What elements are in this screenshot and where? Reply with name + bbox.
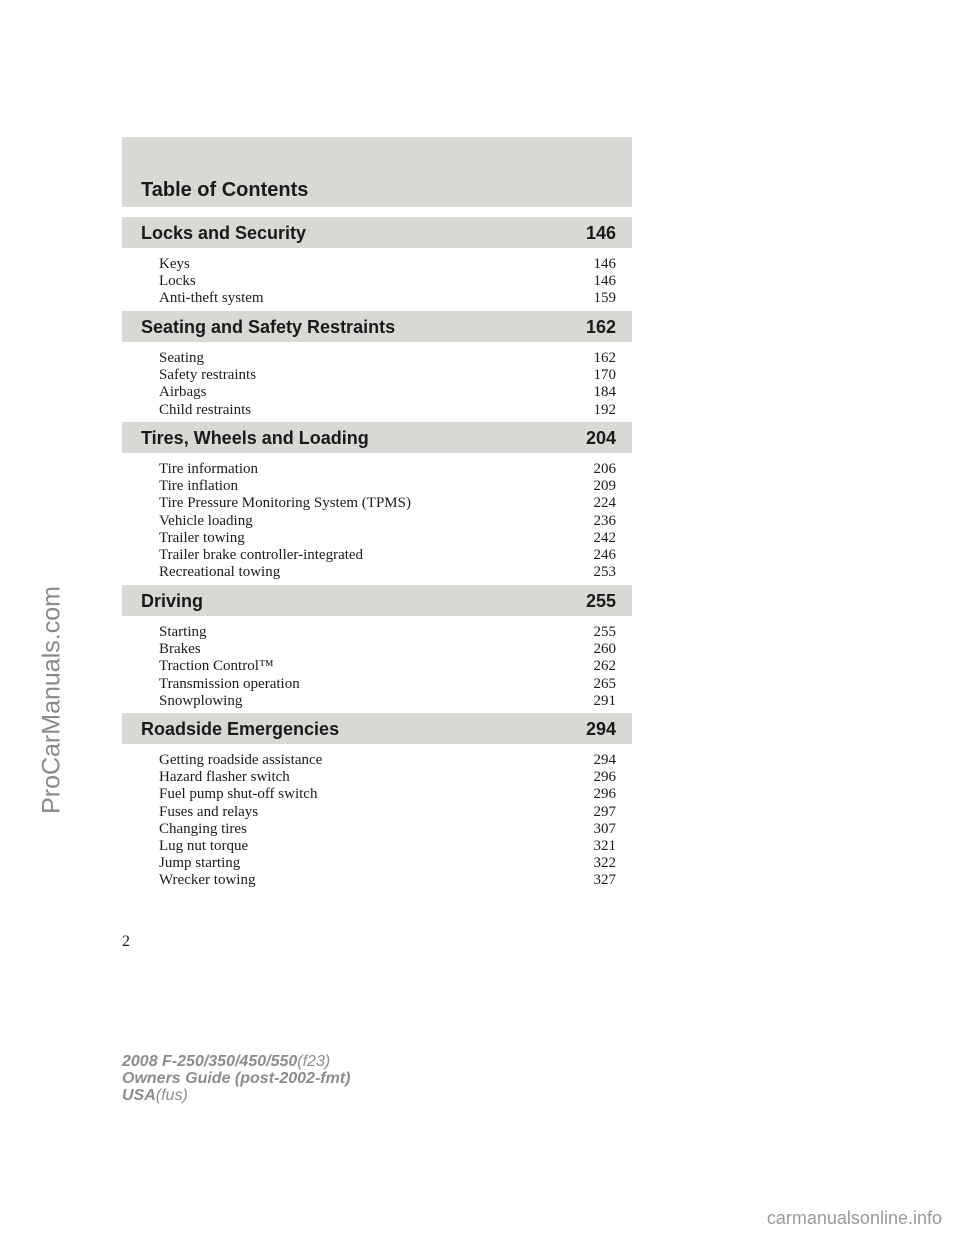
section-page-number: 294 xyxy=(585,719,616,739)
toc-entry xyxy=(159,804,616,821)
section-header xyxy=(122,422,632,453)
toc-entry-title: Locks xyxy=(159,273,196,290)
toc-entry-page: 246 xyxy=(593,547,616,563)
footer-line-3 xyxy=(122,1087,350,1104)
section-page-number: 204 xyxy=(585,428,616,448)
toc-entry xyxy=(159,752,616,769)
toc-entry-page: 296 xyxy=(593,769,616,786)
toc-entry-title: Seating xyxy=(159,350,204,366)
toc-entry-title: Starting xyxy=(159,624,207,640)
toc-entry xyxy=(159,350,616,367)
toc-entry-title: Lug nut torque xyxy=(159,838,249,854)
toc-entry-page: 224 xyxy=(593,495,616,512)
footer-model-code: (f23) xyxy=(297,1053,331,1070)
toc-entry-title: Vehicle loading xyxy=(159,512,253,529)
page-number: 2 xyxy=(122,933,130,950)
toc-entry-page: 209 xyxy=(593,478,616,495)
footer-market-code: (fus) xyxy=(155,1087,188,1104)
toc-entry xyxy=(159,624,616,641)
toc-entry-page: 307 xyxy=(593,820,616,837)
toc-entry-page: 297 xyxy=(593,803,616,820)
toc-entry-page: 321 xyxy=(593,838,616,854)
toc-entry-page: 294 xyxy=(593,752,616,768)
section-header xyxy=(122,713,632,744)
section-page-number: 146 xyxy=(585,223,616,243)
toc-entry-title: Recreational towing xyxy=(159,564,281,581)
toc-entry-page: 291 xyxy=(593,692,616,709)
toc-entry-page: 206 xyxy=(593,461,616,477)
toc-entry-title: Safety restraints xyxy=(159,367,257,384)
toc-entry-page: 192 xyxy=(593,401,616,418)
toc-entry xyxy=(159,547,616,564)
toc-entry xyxy=(159,402,616,419)
toc-entry-title: Trailer towing xyxy=(159,529,245,546)
toc-entry-title: Anti-theft system xyxy=(159,290,264,307)
toc-entry-page: 242 xyxy=(593,529,616,546)
toc-entry xyxy=(159,461,616,478)
section-title: Seating and Safety Restraints xyxy=(141,317,396,337)
footer-guide: Owners Guide (post-2002-fmt) xyxy=(122,1070,351,1087)
section-page-number: 255 xyxy=(585,591,616,611)
toc-entry-page: 260 xyxy=(593,641,616,658)
toc-entry xyxy=(159,786,616,803)
section-header xyxy=(122,217,632,248)
toc-entry-title: Trailer brake controller-integrated xyxy=(159,547,364,563)
toc-entry xyxy=(159,693,616,710)
toc-entry-title: Tire information xyxy=(159,461,259,477)
toc-entry xyxy=(159,367,616,384)
toc-entry-page: 162 xyxy=(593,350,616,366)
section-title: Locks and Security xyxy=(141,223,307,243)
toc-entry-page: 184 xyxy=(593,384,616,401)
footer-market: USA xyxy=(122,1087,156,1104)
toc-entry-title: Keys xyxy=(159,256,190,272)
toc-entry-title: Airbags xyxy=(159,384,207,401)
toc-entry xyxy=(159,821,616,838)
toc-entry xyxy=(159,478,616,495)
toc-entry xyxy=(159,273,616,290)
section-header xyxy=(122,585,632,616)
bottom-watermark: carmanualsonline.info xyxy=(766,1208,942,1228)
toc-entry xyxy=(159,384,616,401)
page-title: Table of Contents xyxy=(141,179,309,201)
section-title: Tires, Wheels and Loading xyxy=(141,428,369,448)
toc-entry xyxy=(159,495,616,512)
toc-entry-title: Changing tires xyxy=(159,820,247,837)
toc-header-bar xyxy=(122,137,632,207)
toc-entry-page: 262 xyxy=(593,658,616,675)
document-footer xyxy=(122,1053,350,1104)
section-header xyxy=(122,311,632,342)
toc-entry xyxy=(159,838,616,855)
toc-entry-title: Fuses and relays xyxy=(159,803,259,820)
section-page-number: 162 xyxy=(585,317,616,337)
toc-entry-page: 255 xyxy=(593,624,616,640)
toc-entry xyxy=(159,530,616,547)
footer-line-2 xyxy=(122,1070,350,1087)
toc-entry xyxy=(159,872,616,889)
toc-entry-page: 159 xyxy=(593,290,616,307)
toc-entry xyxy=(159,676,616,693)
toc-entry-title: Child restraints xyxy=(159,401,252,418)
toc-entry xyxy=(159,641,616,658)
toc-entry-page: 146 xyxy=(593,273,616,290)
toc-entry xyxy=(159,855,616,872)
section-title: Driving xyxy=(141,591,204,611)
toc-entry xyxy=(159,564,616,581)
toc-entry-title: Transmission operation xyxy=(159,675,300,692)
toc-entry xyxy=(159,769,616,786)
toc-entry-page: 236 xyxy=(593,512,616,529)
toc-entry xyxy=(159,658,616,675)
toc-entry-title: Hazard flasher switch xyxy=(159,769,290,786)
toc-entry xyxy=(159,513,616,530)
toc-entry xyxy=(159,290,616,307)
toc-entry-title: Fuel pump shut-off switch xyxy=(159,786,318,803)
toc-entry-page: 146 xyxy=(593,256,616,272)
footer-model: 2008 F-250/350/450/550 xyxy=(122,1053,298,1070)
toc-entry-title: Wrecker towing xyxy=(159,872,256,889)
side-watermark: ProCarManuals.com xyxy=(37,586,66,814)
toc-entry-page: 322 xyxy=(593,855,616,872)
toc-entry-title: Jump starting xyxy=(159,855,241,872)
toc-entry-title: Tire inflation xyxy=(159,478,239,495)
toc-entry-title: Snowplowing xyxy=(159,692,243,709)
toc-entry xyxy=(159,256,616,273)
section-title: Roadside Emergencies xyxy=(141,719,340,739)
toc-entry-page: 253 xyxy=(593,564,616,581)
toc-entry-title: Traction Control™ xyxy=(159,658,274,675)
footer-line-1 xyxy=(122,1053,350,1070)
toc-entry-page: 327 xyxy=(593,872,616,889)
toc-entry-page: 265 xyxy=(593,675,616,692)
toc-entry-title: Getting roadside assistance xyxy=(159,752,323,768)
toc-entry-page: 170 xyxy=(593,367,616,384)
toc-entry-title: Tire Pressure Monitoring System (TPMS) xyxy=(159,495,411,512)
toc-entry-title: Brakes xyxy=(159,641,201,658)
toc-entry-page: 296 xyxy=(593,786,616,803)
